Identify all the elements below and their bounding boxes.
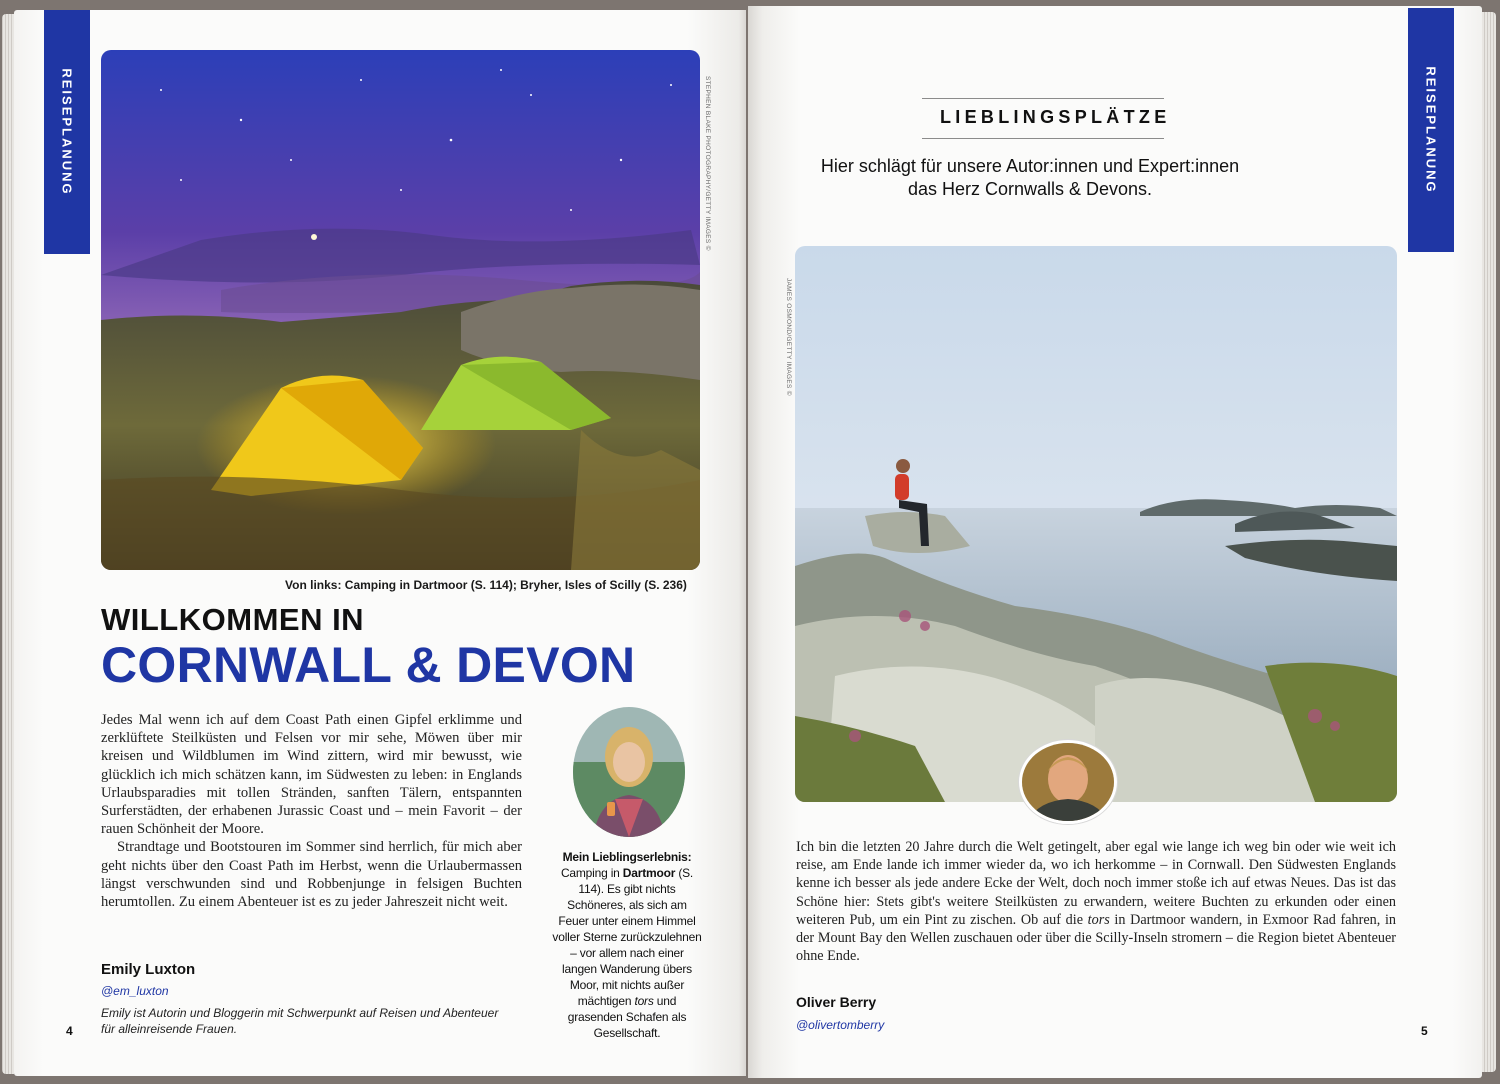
camping-scene [101,50,700,570]
photo-credit-left: STEPHEN BLAKE PHOTOGRAPHY/GETTY IMAGES © [704,76,711,251]
title-line-1: WILLKOMMEN IN [101,602,365,637]
camping-photo [101,50,700,570]
page-number-left: 4 [66,1024,73,1038]
favorite-place: Dartmoor [622,866,676,880]
favorite-text-3: und grasenden Schafen als Gesellschaft. [567,994,687,1040]
intro-paragraph-2: Strandtage und Bootstouren im Sommer sind herrlich, für mich aber geht nichts über den Coast Path im Herbst, wenn die Urlaubermassen längst verschwunden sind und Robbenjunge in felsigen Buchten herumtollen. Zu einem Abenteuer ist es zu jeder Jahreszeit nicht weit. [101,839,522,911]
coast-photo [795,246,1397,802]
page-number-right: 5 [1421,1024,1428,1038]
author-handle-emily[interactable]: @em_luxton [101,984,169,998]
side-tab-label: REISEPLANUNG [59,68,75,196]
section-title: LIEBLINGSPLÄTZE [940,107,1171,127]
favorite-text-1: Camping in [560,866,623,880]
photo-credit-right: JAMES OSMOND/GETTY IMAGES © [785,278,792,396]
favorite-experience [552,849,702,1041]
side-tab-label: REISEPLANUNG [1423,66,1439,194]
photo-caption: Von links: Camping in Dartmoor (S. 114); Bryher, Isles of Scilly (S. 236) [285,578,687,592]
section-rule-bottom [922,138,1164,139]
author-bio-emily: Emily ist Autorin und Bloggerin mit Schwerpunkt auf Reisen und Abenteuer für alleinreisende Frauen. [101,1006,499,1036]
intro-text [101,711,522,911]
author-avatar-oliver [1019,740,1117,824]
side-tab-left [44,10,90,254]
section-rule-top [922,98,1164,99]
author-text-part-2: in Dartmoor wandern, in Exmoor Rad fahren, in der Mount Bay den Wellen zuschauen oder über die Scilly-Inseln stromern – die Region bietet Abenteuer ohne Ende. [796,911,1397,965]
page-edges-left [2,14,14,1074]
favorite-text-2: (S. 114). Es gibt nichts Schöneres, als sich am Feuer unter einem Himmel voller Sterne zurückzulehnen – vor allem nach einer langen Wanderung übers Moor, mit nichts außer mächtigen [552,866,702,1008]
favorite-tors: tors [634,994,654,1008]
author-text-part-1: Ich bin die letzten 20 Jahre durch die Welt getingelt, aber egal wie lange ich weg bin oder wie weit ich reise, am Ende lande ich immer wieder da, wo ich herkomme – in Cornwall. Den Südwesten Englands kenne ich besser als jede andere Ecke der Welt, doch noch immer stoße ich auf etwas Neues. Das ist das Schöne hier: Stets gibt's weitere Steilküsten zu erwandern, weitere Buchten zu erkunden oder einen weiteren Pub, um ein Pint zu zischen. Ob auf die [796,839,1396,928]
intro-paragraph-1: Jedes Mal wenn ich auf dem Coast Path einen Gipfel erklimme und zerklüftete Steilküsten und Felsen vor mir sehe, Möwen über mir kreisen und Wildblumen im Wind zittern, wird mir bewusst, wie glücklich ich mich schätzen kann, im Südwesten zu leben: in Englands Urlaubsparadies mit tollen Stränden, sanften Tälern, entspannten Surferstädten, der erhabenen Jurassic Coast und – mein Favorit – der rauen Schönheit der Moore. [101,712,522,838]
author-text-oliver [796,838,1396,965]
author-avatar-emily [573,707,685,837]
coast-scene [795,246,1397,802]
title-line-2: CORNWALL & DEVON [101,637,636,693]
favorite-title: Mein Lieblingserlebnis: [562,850,692,864]
author-name-oliver: Oliver Berry [796,994,877,1010]
author-name-emily: Emily Luxton [101,961,196,978]
section-subhead: Hier schlägt für unsere Autor:innen und Expert:innen das Herz Cornwalls & Devons. [820,156,1240,199]
side-tab-right [1408,8,1454,252]
author-handle-oliver[interactable]: @olivertomberry [796,1018,885,1032]
page-edges-right [1482,12,1496,1072]
author-text-tors: tors [1087,911,1110,928]
